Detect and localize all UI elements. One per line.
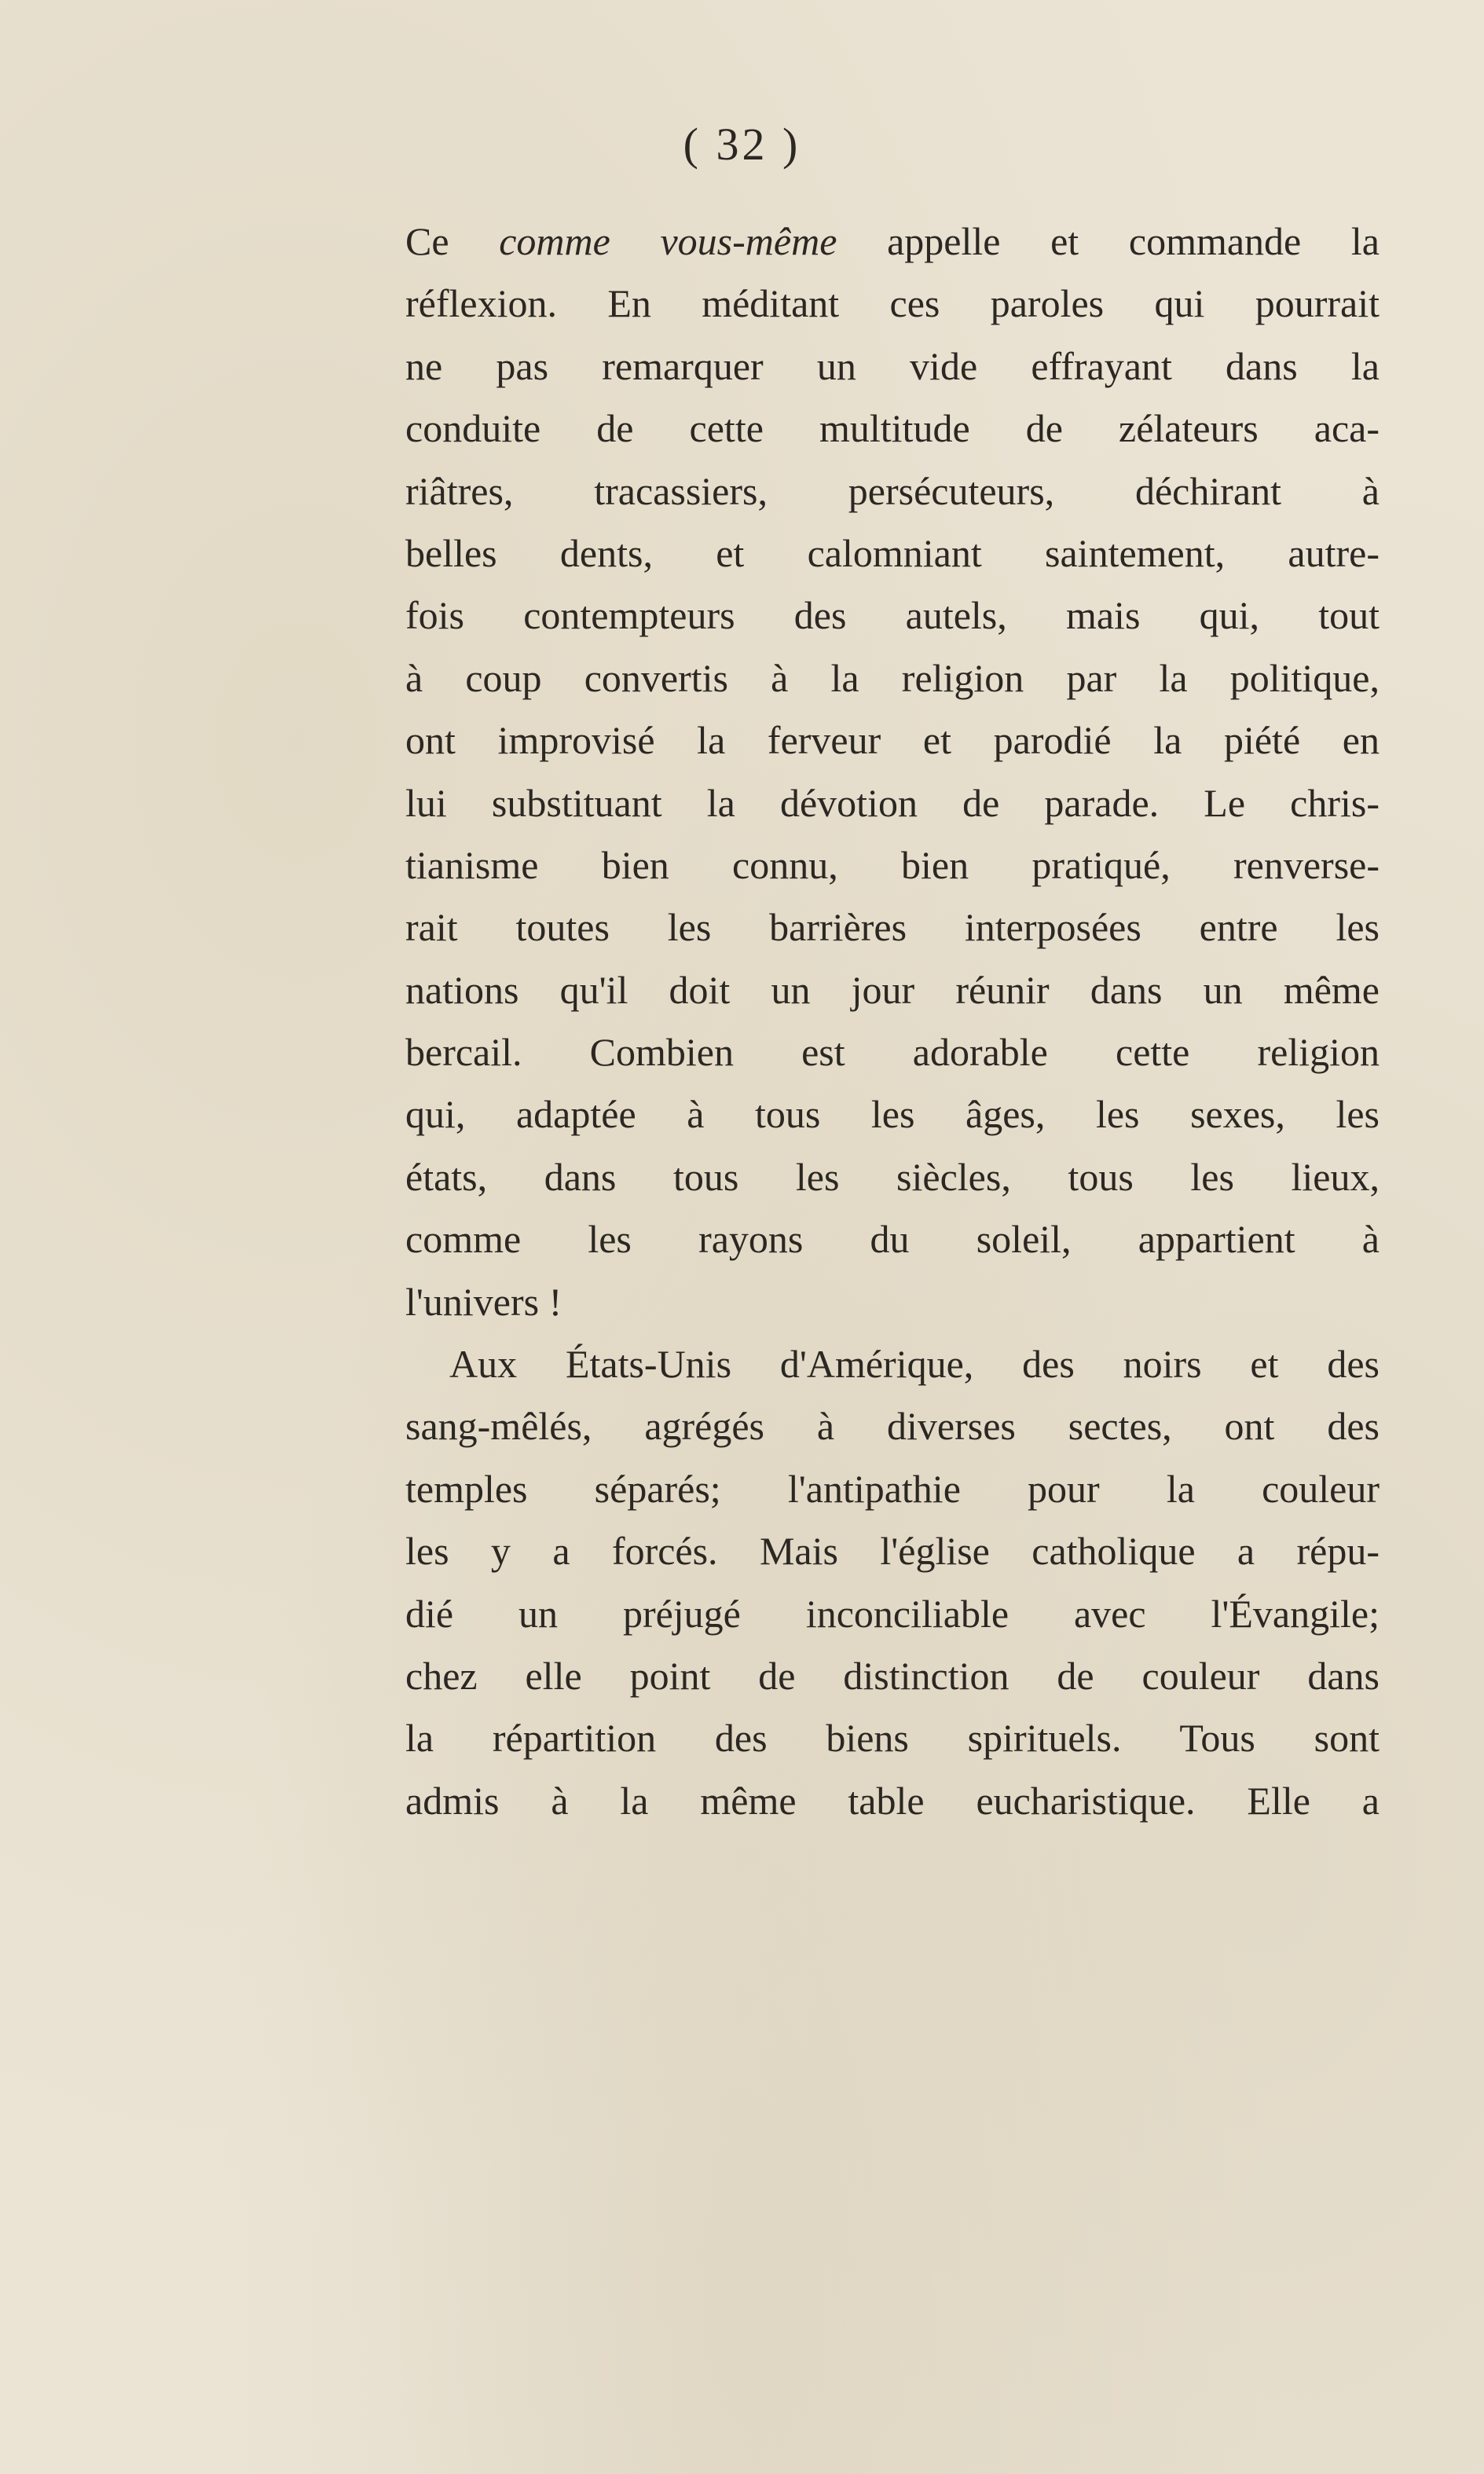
text-line: réflexion. En méditant ces paroles qui pourrait <box>405 281 1380 326</box>
text-line: lui substituant la dévotion de parade. Le chris- <box>405 780 1380 825</box>
text-line: à coup convertis à la religion par la politique, <box>405 655 1380 700</box>
body-text <box>405 211 1380 1832</box>
text-line: admis à la même table eucharistique. Elle a <box>405 1778 1380 1823</box>
text-line: rait toutes les barrières interposées entre les <box>405 905 1380 950</box>
text-line: sang-mêlés, agrégés à diverses sectes, ont des <box>405 1404 1380 1449</box>
page-number: ( 32 ) <box>683 119 801 170</box>
text-line: riâtres, tracassiers, persécuteurs, déchirant à <box>405 468 1380 513</box>
text-line: comme les rayons du soleil, appartient à <box>405 1217 1380 1262</box>
text-line: ont improvisé la ferveur et parodié la piété en <box>405 718 1380 763</box>
text-line: Ce comme vous-même appelle et commande la <box>405 219 1380 263</box>
text-line: l'univers ! <box>405 1279 562 1324</box>
text-line: qui, adaptée à tous les âges, les sexes, les <box>405 1092 1380 1137</box>
text-line: belles dents, et calomniant saintement, autre- <box>405 530 1380 575</box>
text-line: Aux États-Unis d'Amérique, des noirs et des <box>449 1342 1380 1387</box>
text-line: la répartition des biens spirituels. Tous sont <box>405 1716 1380 1761</box>
paragraph-1 <box>405 211 1380 1333</box>
text-line: chez elle point de distinction de couleur dans <box>405 1653 1380 1698</box>
text-line: ne pas remarquer un vide effrayant dans la <box>405 343 1380 388</box>
text-line: nations qu'il doit un jour réunir dans un même <box>405 967 1380 1012</box>
text-line: fois contempteurs des autels, mais qui, tout <box>405 593 1380 638</box>
text-line: conduite de cette multitude de zélateurs aca- <box>405 406 1380 451</box>
text-line: tianisme bien connu, bien pratiqué, renverse- <box>405 842 1380 887</box>
text-line: états, dans tous les siècles, tous les lieux, <box>405 1154 1380 1199</box>
text-line: temples séparés; l'antipathie pour la couleur <box>405 1466 1380 1511</box>
italic-phrase: comme vous-même <box>499 219 837 263</box>
text-line: bercail. Combien est adorable cette religion <box>405 1030 1380 1075</box>
text-line: dié un préjugé inconciliable avec l'Évangile; <box>405 1591 1380 1636</box>
paragraph-2 <box>405 1333 1380 1832</box>
text-line: les y a forcés. Mais l'église catholique a répu- <box>405 1529 1380 1574</box>
